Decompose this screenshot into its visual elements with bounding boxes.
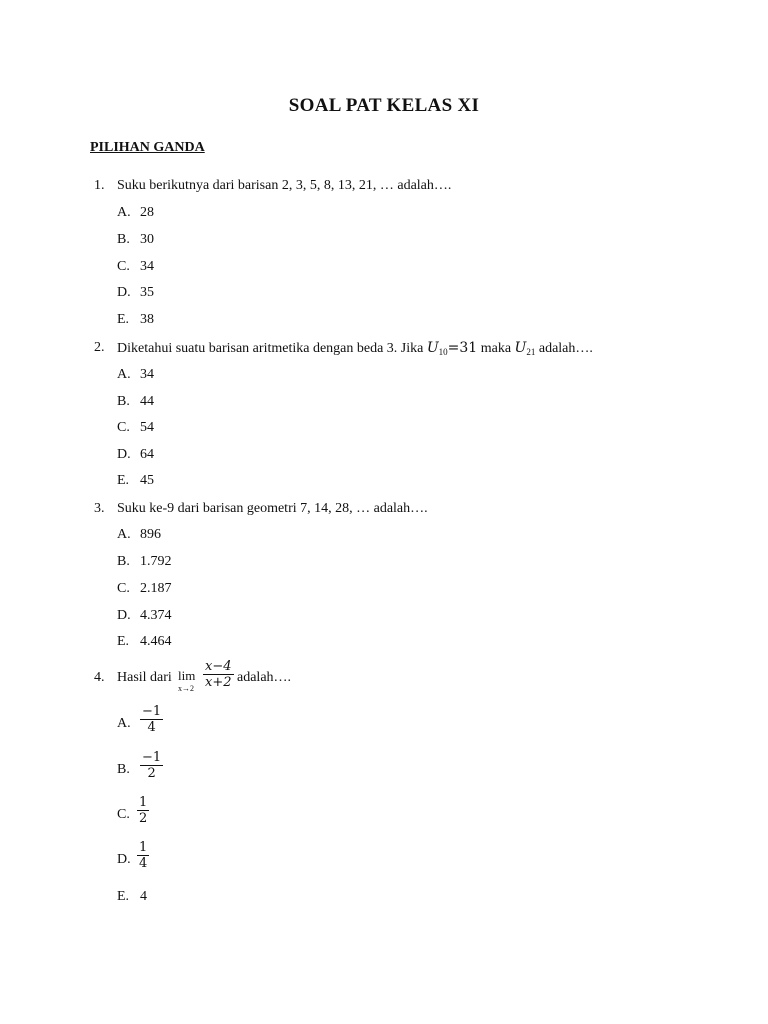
math-subscript: 21 [526, 347, 536, 357]
option-letter: B. [117, 762, 130, 777]
option-letter: C. [117, 259, 130, 274]
option-fraction [140, 704, 163, 735]
question-text [117, 340, 593, 357]
option-letter: D. [117, 608, 131, 623]
option-letter: A. [117, 367, 131, 382]
option-text: 44 [140, 394, 154, 409]
question-text: Suku berikutnya dari barisan 2, 3, 5, 8, 13, 21, … adalah…. [117, 178, 452, 193]
option-letter: E. [117, 889, 130, 904]
fraction-numerator: −1 [142, 750, 162, 765]
option-text: 34 [140, 367, 154, 382]
option-letter: A. [117, 527, 131, 542]
option-text: 64 [140, 447, 154, 462]
option-fraction [137, 795, 149, 826]
option-text: 28 [140, 205, 154, 220]
question-text-post: adalah…. [237, 670, 292, 685]
option-fraction [140, 750, 163, 781]
fraction-numerator: 1 [139, 840, 148, 855]
question-text-post: adalah…. [535, 341, 593, 356]
question-text-mid: maka [477, 341, 515, 356]
option-text: 4.464 [140, 634, 172, 649]
option-letter: D. [117, 447, 131, 462]
option-letter: D. [117, 852, 131, 867]
page-title: SOAL PAT KELAS XI [288, 95, 480, 116]
option-letter: C. [117, 581, 130, 596]
math-u-symbol: U [514, 340, 527, 356]
limit-subscript: x→2 [178, 684, 194, 693]
fraction-denominator: 4 [147, 720, 156, 735]
option-letter: A. [117, 205, 131, 220]
option-letter: E. [117, 312, 130, 327]
option-text: 35 [140, 285, 154, 300]
option-text: 4.374 [140, 608, 172, 623]
math-subscript: 10 [438, 347, 448, 357]
limit-operator: lim [178, 668, 196, 683]
option-text: 4 [140, 889, 147, 904]
option-text: 34 [140, 259, 154, 274]
option-letter: B. [117, 394, 130, 409]
fraction-denominator: 4 [139, 856, 148, 871]
option-text: 1.792 [140, 554, 172, 569]
option-letter: D. [117, 285, 131, 300]
option-letter: B. [117, 554, 130, 569]
option-text: 2.187 [140, 581, 172, 596]
math-u-symbol: U [426, 340, 439, 356]
limit-fraction [203, 659, 234, 690]
option-text: 45 [140, 473, 154, 488]
fraction-denominator: 2 [139, 811, 148, 826]
question-text-pre: Diketahui suatu barisan aritmetika dengan beda 3. Jika [117, 341, 427, 356]
option-letter: B. [117, 232, 130, 247]
option-text: 896 [140, 527, 161, 542]
option-text: 30 [140, 232, 154, 247]
fraction-numerator: x−4 [205, 659, 232, 674]
option-letter: E. [117, 634, 130, 649]
math-equation: =31 [447, 340, 478, 356]
option-text: 54 [140, 420, 154, 435]
option-letter: C. [117, 420, 130, 435]
question-number: 3. [94, 501, 105, 516]
option-text: 38 [140, 312, 154, 327]
section-heading: PILIHAN GANDA [90, 140, 205, 155]
question-number: 2. [94, 340, 105, 355]
fraction-denominator: x+2 [205, 675, 232, 690]
question-number: 4. [94, 670, 105, 685]
option-fraction [137, 840, 149, 871]
fraction-numerator: 1 [139, 795, 148, 810]
question-number: 1. [94, 178, 105, 193]
fraction-numerator: −1 [142, 704, 162, 719]
option-letter: C. [117, 807, 130, 822]
fraction-denominator: 2 [147, 766, 156, 781]
option-letter: E. [117, 473, 130, 488]
question-text: Suku ke-9 dari barisan geometri 7, 14, 28, … adalah…. [117, 501, 428, 516]
option-letter: A. [117, 716, 131, 731]
question-text-pre: Hasil dari [117, 670, 172, 685]
